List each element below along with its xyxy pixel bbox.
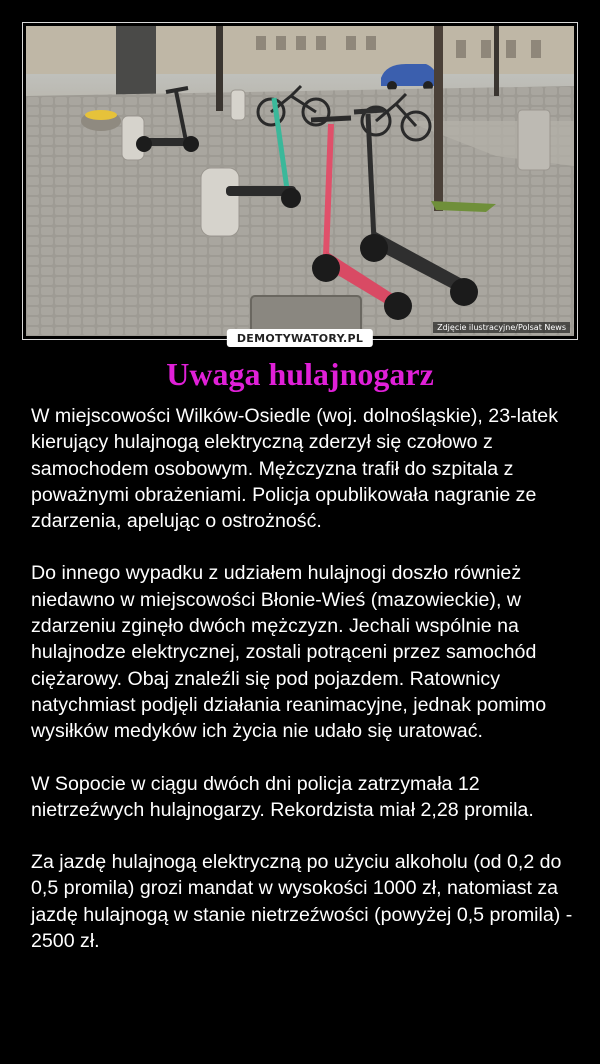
paragraph: W Sopocie w ciągu dwóch dni policja zatrzymała 12 nietrzeźwych hulajnogarzy. Rekordzista miał 2,28 promila. — [31, 772, 534, 821]
paragraph: Do innego wypadku z udziałem hulajnogi doszło również niedawno w miejscowości Błonie-Wieś (mazowieckie), w zdarzeniu zginęło dwóch mężczyzn. Jechali wspólnie na hulajnodze elektrycznej, zostali potrąceni przez samochód ciężarowy. Obaj znaleźli się pod pojazdem. Ratownicy natychmiast podjęli działania reanimacyjne, jednak pomimo wysiłków medyków ich życia nie udało się uratować. — [31, 562, 547, 743]
watermark-badge: DEMOTYWATORY.PL — [227, 329, 373, 347]
scooters-illustration — [26, 26, 574, 336]
photo-caption: Zdjęcie ilustracyjne/Polsat News — [433, 322, 570, 333]
scooters-photo — [26, 26, 574, 336]
article-body — [31, 403, 576, 980]
paragraph: Za jazdę hulajnogą elektryczną po użyciu alkoholu (od 0,2 do 0,5 promila) grozi mandat w wysokości 1000 zł, natomiast za jazdę hulajnogą w stanie nietrzeźwości (powyżej 0,5 promila) - 2500 zł. — [31, 851, 573, 953]
paragraph: W miejscowości Wilków-Osiedle (woj. dolnośląskie), 23-latek kierujący hulajnogą elektryczną zderzył się czołowo z samochodem osobowym. Mężczyzna trafił do szpitala z poważnymi obrażeniami. Policja opublikowała nagranie ze zdarzenia, apelując o ostrożność. — [31, 405, 559, 533]
page-title: Uwaga hulajnogarz — [166, 356, 434, 392]
image-frame — [22, 22, 578, 345]
